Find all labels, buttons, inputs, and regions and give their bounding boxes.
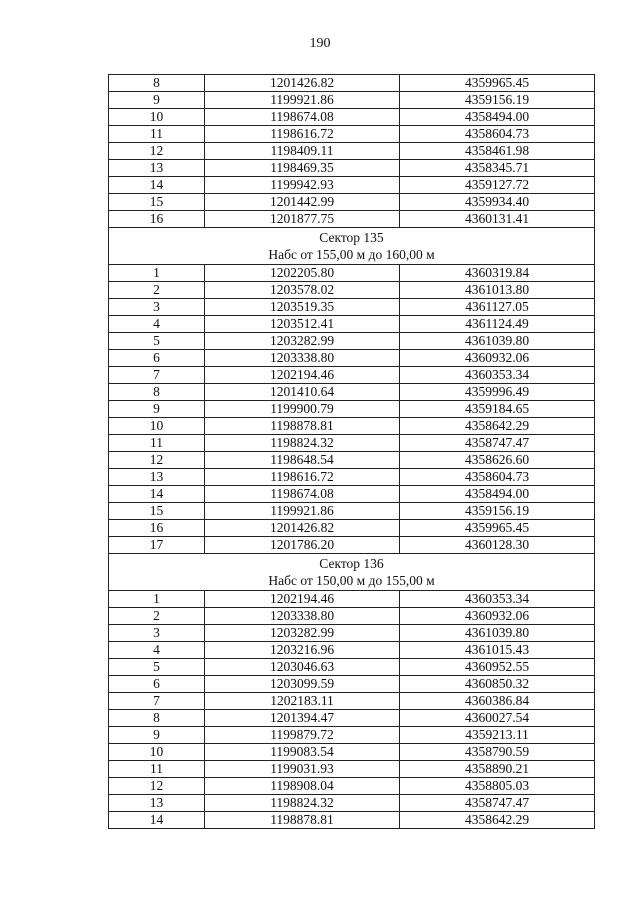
coordinate-y: 4360932.06 <box>400 608 595 625</box>
table-row <box>109 109 595 126</box>
coordinate-y: 4360850.32 <box>400 676 595 693</box>
coordinate-y: 4360319.84 <box>400 265 595 282</box>
point-number: 6 <box>109 676 205 693</box>
point-number: 4 <box>109 316 205 333</box>
coordinate-x: 1201410.64 <box>205 384 400 401</box>
point-number: 8 <box>109 75 205 92</box>
coordinate-y: 4360386.84 <box>400 693 595 710</box>
point-number: 2 <box>109 608 205 625</box>
table-row <box>109 503 595 520</box>
sector-height-range: Набс от 155,00 м до 160,00 м <box>268 247 435 262</box>
point-number: 3 <box>109 299 205 316</box>
table-row <box>109 401 595 418</box>
coordinate-y: 4359127.72 <box>400 177 595 194</box>
coordinate-x: 1198674.08 <box>205 486 400 503</box>
coordinate-x: 1199900.79 <box>205 401 400 418</box>
table-row <box>109 642 595 659</box>
point-number: 1 <box>109 591 205 608</box>
coordinate-x: 1202194.46 <box>205 367 400 384</box>
coordinate-x: 1198674.08 <box>205 109 400 126</box>
table-row <box>109 710 595 727</box>
point-number: 9 <box>109 401 205 418</box>
point-number: 3 <box>109 625 205 642</box>
coordinate-x: 1203282.99 <box>205 333 400 350</box>
coordinate-x: 1203338.80 <box>205 608 400 625</box>
coordinate-x: 1199942.93 <box>205 177 400 194</box>
coordinate-y: 4359965.45 <box>400 520 595 537</box>
point-number: 15 <box>109 194 205 211</box>
point-number: 4 <box>109 642 205 659</box>
coordinate-x: 1202183.11 <box>205 693 400 710</box>
coordinate-y: 4361124.49 <box>400 316 595 333</box>
coordinate-x: 1198616.72 <box>205 126 400 143</box>
table-row <box>109 92 595 109</box>
table-row <box>109 659 595 676</box>
coordinate-x: 1198908.04 <box>205 778 400 795</box>
point-number: 12 <box>109 143 205 160</box>
point-number: 13 <box>109 795 205 812</box>
point-number: 1 <box>109 265 205 282</box>
point-number: 11 <box>109 435 205 452</box>
point-number: 5 <box>109 659 205 676</box>
point-number: 15 <box>109 503 205 520</box>
coordinate-y: 4358642.29 <box>400 418 595 435</box>
point-number: 9 <box>109 727 205 744</box>
table-row <box>109 143 595 160</box>
table-row <box>109 608 595 625</box>
coordinate-y: 4360952.55 <box>400 659 595 676</box>
point-number: 10 <box>109 109 205 126</box>
coordinate-x: 1203519.35 <box>205 299 400 316</box>
coordinate-x: 1198409.11 <box>205 143 400 160</box>
coordinate-x: 1199921.86 <box>205 92 400 109</box>
table-row <box>109 693 595 710</box>
coordinate-y: 4361015.43 <box>400 642 595 659</box>
point-number: 11 <box>109 761 205 778</box>
point-number: 12 <box>109 452 205 469</box>
point-number: 9 <box>109 92 205 109</box>
coordinate-y: 4358790.59 <box>400 744 595 761</box>
coordinates-table-body <box>109 75 595 829</box>
coordinate-x: 1201426.82 <box>205 75 400 92</box>
coordinate-y: 4358494.00 <box>400 109 595 126</box>
coordinate-y: 4361127.05 <box>400 299 595 316</box>
table-row <box>109 265 595 282</box>
table-row <box>109 350 595 367</box>
table-row <box>109 194 595 211</box>
coordinate-y: 4358747.47 <box>400 795 595 812</box>
point-number: 14 <box>109 812 205 829</box>
point-number: 16 <box>109 211 205 228</box>
table-row <box>109 520 595 537</box>
coordinate-y: 4361039.80 <box>400 625 595 642</box>
coordinate-y: 4358461.98 <box>400 143 595 160</box>
table-row <box>109 316 595 333</box>
coordinate-x: 1201877.75 <box>205 211 400 228</box>
point-number: 7 <box>109 693 205 710</box>
table-row <box>109 744 595 761</box>
coordinate-x: 1198469.35 <box>205 160 400 177</box>
table-row <box>109 761 595 778</box>
coordinate-x: 1201442.99 <box>205 194 400 211</box>
coordinate-x: 1199031.93 <box>205 761 400 778</box>
table-row <box>109 211 595 228</box>
coordinate-y: 4358805.03 <box>400 778 595 795</box>
coordinate-y: 4358494.00 <box>400 486 595 503</box>
point-number: 17 <box>109 537 205 554</box>
coordinate-y: 4359965.45 <box>400 75 595 92</box>
coordinate-x: 1198824.32 <box>205 795 400 812</box>
coordinate-y: 4361013.80 <box>400 282 595 299</box>
coordinate-y: 4358604.73 <box>400 469 595 486</box>
table-row <box>109 676 595 693</box>
page-number: 190 <box>309 36 331 51</box>
point-number: 6 <box>109 350 205 367</box>
point-number: 8 <box>109 710 205 727</box>
table-row <box>109 126 595 143</box>
point-number: 8 <box>109 384 205 401</box>
table-row <box>109 795 595 812</box>
point-number: 2 <box>109 282 205 299</box>
coordinate-y: 4358626.60 <box>400 452 595 469</box>
table-row <box>109 486 595 503</box>
point-number: 10 <box>109 418 205 435</box>
coordinate-y: 4360131.41 <box>400 211 595 228</box>
table-row <box>109 177 595 194</box>
sector-height-range: Набс от 150,00 м до 155,00 м <box>268 573 435 588</box>
table-row <box>109 469 595 486</box>
coordinate-x: 1203099.59 <box>205 676 400 693</box>
sector-header-row <box>109 554 595 591</box>
coordinate-y: 4359156.19 <box>400 503 595 520</box>
coordinate-x: 1198878.81 <box>205 812 400 829</box>
sector-title: Сектор 136 <box>319 556 384 571</box>
coordinate-y: 4360353.34 <box>400 367 595 384</box>
table-row <box>109 367 595 384</box>
table-row <box>109 160 595 177</box>
coordinate-x: 1198648.54 <box>205 452 400 469</box>
table-row <box>109 452 595 469</box>
coordinates-table <box>108 74 595 829</box>
coordinate-y: 4360027.54 <box>400 710 595 727</box>
table-row <box>109 75 595 92</box>
coordinate-x: 1199879.72 <box>205 727 400 744</box>
coordinate-x: 1201394.47 <box>205 710 400 727</box>
coordinate-x: 1203216.96 <box>205 642 400 659</box>
coordinate-x: 1201786.20 <box>205 537 400 554</box>
sector-title: Сектор 135 <box>319 230 384 245</box>
coordinate-y: 4361039.80 <box>400 333 595 350</box>
point-number: 10 <box>109 744 205 761</box>
point-number: 7 <box>109 367 205 384</box>
coordinate-x: 1201426.82 <box>205 520 400 537</box>
table-row <box>109 778 595 795</box>
coordinate-y: 4359156.19 <box>400 92 595 109</box>
point-number: 14 <box>109 177 205 194</box>
table-row <box>109 625 595 642</box>
point-number: 14 <box>109 486 205 503</box>
table-row <box>109 812 595 829</box>
coordinate-x: 1203282.99 <box>205 625 400 642</box>
coordinate-y: 4358604.73 <box>400 126 595 143</box>
point-number: 13 <box>109 469 205 486</box>
table-row <box>109 384 595 401</box>
coordinate-y: 4359934.40 <box>400 194 595 211</box>
coordinate-x: 1203578.02 <box>205 282 400 299</box>
point-number: 13 <box>109 160 205 177</box>
coordinate-x: 1203046.63 <box>205 659 400 676</box>
table-row <box>109 418 595 435</box>
point-number: 16 <box>109 520 205 537</box>
coordinate-y: 4360353.34 <box>400 591 595 608</box>
point-number: 12 <box>109 778 205 795</box>
coordinate-x: 1198824.32 <box>205 435 400 452</box>
point-number: 11 <box>109 126 205 143</box>
coordinate-y: 4360932.06 <box>400 350 595 367</box>
coordinate-y: 4359996.49 <box>400 384 595 401</box>
coordinate-x: 1202205.80 <box>205 265 400 282</box>
table-row <box>109 282 595 299</box>
table-row <box>109 333 595 350</box>
sector-header <box>109 228 595 265</box>
coordinate-x: 1198878.81 <box>205 418 400 435</box>
table-row <box>109 537 595 554</box>
coordinate-x: 1199921.86 <box>205 503 400 520</box>
coordinate-x: 1198616.72 <box>205 469 400 486</box>
coordinate-x: 1199083.54 <box>205 744 400 761</box>
coordinate-x: 1203338.80 <box>205 350 400 367</box>
table-row <box>109 727 595 744</box>
point-number: 5 <box>109 333 205 350</box>
coordinate-y: 4358890.21 <box>400 761 595 778</box>
coordinate-y: 4360128.30 <box>400 537 595 554</box>
coordinate-y: 4358642.29 <box>400 812 595 829</box>
sector-header-row <box>109 228 595 265</box>
coordinate-x: 1202194.46 <box>205 591 400 608</box>
coordinate-y: 4358747.47 <box>400 435 595 452</box>
coordinate-x: 1203512.41 <box>205 316 400 333</box>
table-row <box>109 435 595 452</box>
coordinate-y: 4359184.65 <box>400 401 595 418</box>
coordinate-y: 4359213.11 <box>400 727 595 744</box>
table-row <box>109 591 595 608</box>
table-row <box>109 299 595 316</box>
coordinate-y: 4358345.71 <box>400 160 595 177</box>
sector-header <box>109 554 595 591</box>
